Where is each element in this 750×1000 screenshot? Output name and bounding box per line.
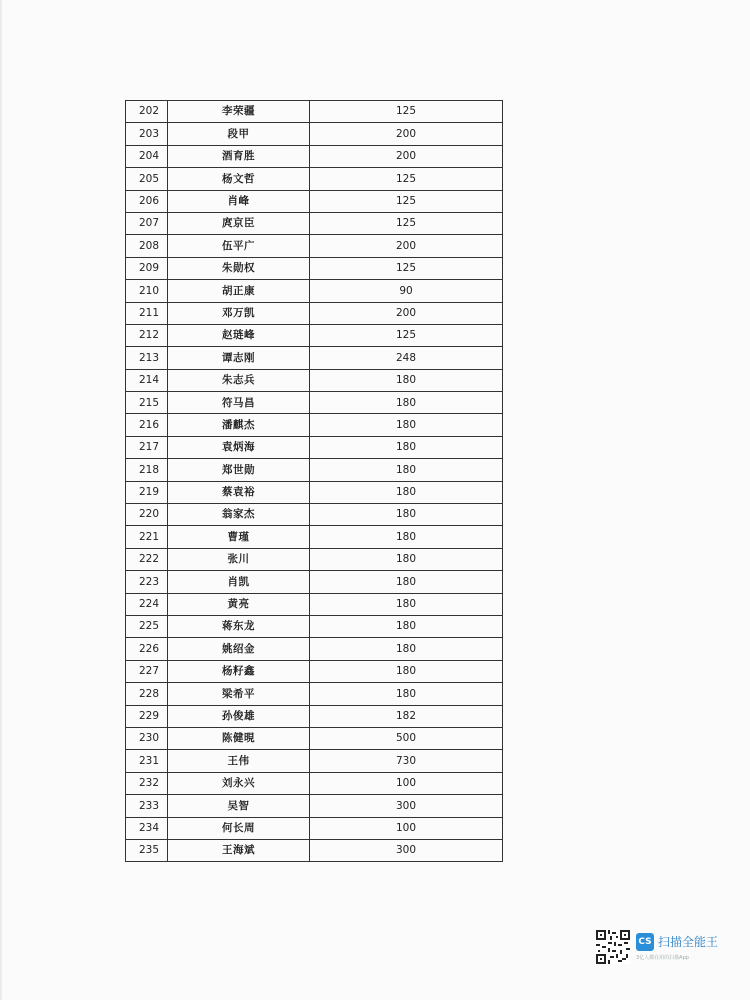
- camscanner-logo: CS: [636, 933, 654, 951]
- row-number: 221: [126, 526, 168, 548]
- person-name: 王伟: [168, 750, 310, 772]
- row-number: 205: [126, 168, 168, 190]
- record-table: [125, 100, 503, 862]
- row-number: 226: [126, 638, 168, 660]
- row-number: 219: [126, 481, 168, 503]
- person-name: 肖凯: [168, 571, 310, 593]
- row-number: 208: [126, 235, 168, 257]
- person-name: 朱志兵: [168, 369, 310, 391]
- table-row: [126, 436, 503, 458]
- person-name: 潘麒杰: [168, 414, 310, 436]
- person-name: 赵琏峰: [168, 324, 310, 346]
- row-number: 202: [126, 101, 168, 123]
- table-row: [126, 459, 503, 481]
- amount: 180: [310, 436, 503, 458]
- table-row: [126, 750, 503, 772]
- table-row: [126, 727, 503, 749]
- row-number: 231: [126, 750, 168, 772]
- table-row: [126, 392, 503, 414]
- person-name: 邓万凯: [168, 302, 310, 324]
- row-number: 212: [126, 324, 168, 346]
- table-row: [126, 101, 503, 123]
- person-name: 庹京臣: [168, 212, 310, 234]
- amount: 125: [310, 190, 503, 212]
- table-row: [126, 414, 503, 436]
- person-name: 符马昌: [168, 392, 310, 414]
- person-name: 胡正康: [168, 280, 310, 302]
- person-name: 何长周: [168, 817, 310, 839]
- person-name: 酒育胜: [168, 145, 310, 167]
- row-number: 233: [126, 795, 168, 817]
- person-name: 郑世勋: [168, 459, 310, 481]
- amount: 180: [310, 548, 503, 570]
- table-row: [126, 235, 503, 257]
- table-row: [126, 280, 503, 302]
- table-row: [126, 123, 503, 145]
- person-name: 肖峰: [168, 190, 310, 212]
- amount: 730: [310, 750, 503, 772]
- row-number: 230: [126, 727, 168, 749]
- row-number: 218: [126, 459, 168, 481]
- qr-code-icon: [596, 930, 630, 964]
- row-number: 232: [126, 772, 168, 794]
- amount: 180: [310, 683, 503, 705]
- person-name: 翁家杰: [168, 504, 310, 526]
- person-name: 杨籽鑫: [168, 660, 310, 682]
- row-number: 211: [126, 302, 168, 324]
- table-row: [126, 369, 503, 391]
- row-number: 222: [126, 548, 168, 570]
- row-number: 235: [126, 839, 168, 861]
- table-row: [126, 839, 503, 861]
- person-name: 杨文哲: [168, 168, 310, 190]
- scan-edge: [0, 0, 2, 1000]
- person-name: 刘永兴: [168, 772, 310, 794]
- amount: 180: [310, 615, 503, 637]
- amount: 180: [310, 369, 503, 391]
- camscanner-watermark: [596, 930, 736, 966]
- table-row: [126, 615, 503, 637]
- table-row: [126, 504, 503, 526]
- amount: 125: [310, 101, 503, 123]
- person-name: 孙俊雄: [168, 705, 310, 727]
- amount: 180: [310, 481, 503, 503]
- row-number: 228: [126, 683, 168, 705]
- table-row: [126, 772, 503, 794]
- person-name: 梁希平: [168, 683, 310, 705]
- row-number: 234: [126, 817, 168, 839]
- amount: 200: [310, 302, 503, 324]
- amount: 180: [310, 414, 503, 436]
- person-name: 谭志刚: [168, 347, 310, 369]
- amount: 180: [310, 459, 503, 481]
- amount: 125: [310, 324, 503, 346]
- row-number: 206: [126, 190, 168, 212]
- person-name: 黄亮: [168, 593, 310, 615]
- amount: 180: [310, 638, 503, 660]
- person-name: 李荣疆: [168, 101, 310, 123]
- brand-name: 扫描全能王: [658, 935, 719, 949]
- amount: 100: [310, 772, 503, 794]
- amount: 200: [310, 145, 503, 167]
- table-row: [126, 526, 503, 548]
- row-number: 209: [126, 257, 168, 279]
- person-name: 王海斌: [168, 839, 310, 861]
- amount: 300: [310, 795, 503, 817]
- person-name: 袁炳海: [168, 436, 310, 458]
- amount: 300: [310, 839, 503, 861]
- row-number: 225: [126, 615, 168, 637]
- table-row: [126, 593, 503, 615]
- person-name: 姚绍金: [168, 638, 310, 660]
- amount: 180: [310, 660, 503, 682]
- table-row: [126, 145, 503, 167]
- table-row: [126, 638, 503, 660]
- amount: 500: [310, 727, 503, 749]
- row-number: 207: [126, 212, 168, 234]
- amount: 90: [310, 280, 503, 302]
- brand-tagline: 3亿人都在用的扫描App: [636, 955, 689, 961]
- amount: 200: [310, 123, 503, 145]
- person-name: 朱勋权: [168, 257, 310, 279]
- amount: 100: [310, 817, 503, 839]
- row-number: 227: [126, 660, 168, 682]
- person-name: 蒋东龙: [168, 615, 310, 637]
- amount: 248: [310, 347, 503, 369]
- person-name: 伍平广: [168, 235, 310, 257]
- table-row: [126, 190, 503, 212]
- table-row: [126, 324, 503, 346]
- person-name: 张川: [168, 548, 310, 570]
- row-number: 217: [126, 436, 168, 458]
- amount: 125: [310, 257, 503, 279]
- table-row: [126, 705, 503, 727]
- amount: 180: [310, 593, 503, 615]
- table-row: [126, 660, 503, 682]
- amount: 182: [310, 705, 503, 727]
- amount: 200: [310, 235, 503, 257]
- row-number: 214: [126, 369, 168, 391]
- person-name: 吴智: [168, 795, 310, 817]
- table-body: [126, 101, 503, 862]
- amount: 180: [310, 526, 503, 548]
- row-number: 220: [126, 504, 168, 526]
- table-row: [126, 168, 503, 190]
- table-row: [126, 795, 503, 817]
- table-row: [126, 481, 503, 503]
- amount: 180: [310, 571, 503, 593]
- table-row: [126, 571, 503, 593]
- amount: 180: [310, 392, 503, 414]
- table-row: [126, 302, 503, 324]
- table-row: [126, 257, 503, 279]
- table-row: [126, 548, 503, 570]
- row-number: 204: [126, 145, 168, 167]
- amount: 125: [310, 212, 503, 234]
- row-number: 229: [126, 705, 168, 727]
- row-number: 210: [126, 280, 168, 302]
- row-number: 215: [126, 392, 168, 414]
- row-number: 203: [126, 123, 168, 145]
- row-number: 223: [126, 571, 168, 593]
- person-name: 曹瑾: [168, 526, 310, 548]
- table-row: [126, 683, 503, 705]
- person-name: 段甲: [168, 123, 310, 145]
- person-name: 蔡袁裕: [168, 481, 310, 503]
- person-name: 陈健晛: [168, 727, 310, 749]
- amount: 180: [310, 504, 503, 526]
- row-number: 216: [126, 414, 168, 436]
- table-row: [126, 212, 503, 234]
- row-number: 224: [126, 593, 168, 615]
- amount: 125: [310, 168, 503, 190]
- row-number: 213: [126, 347, 168, 369]
- table-row: [126, 347, 503, 369]
- table-row: [126, 817, 503, 839]
